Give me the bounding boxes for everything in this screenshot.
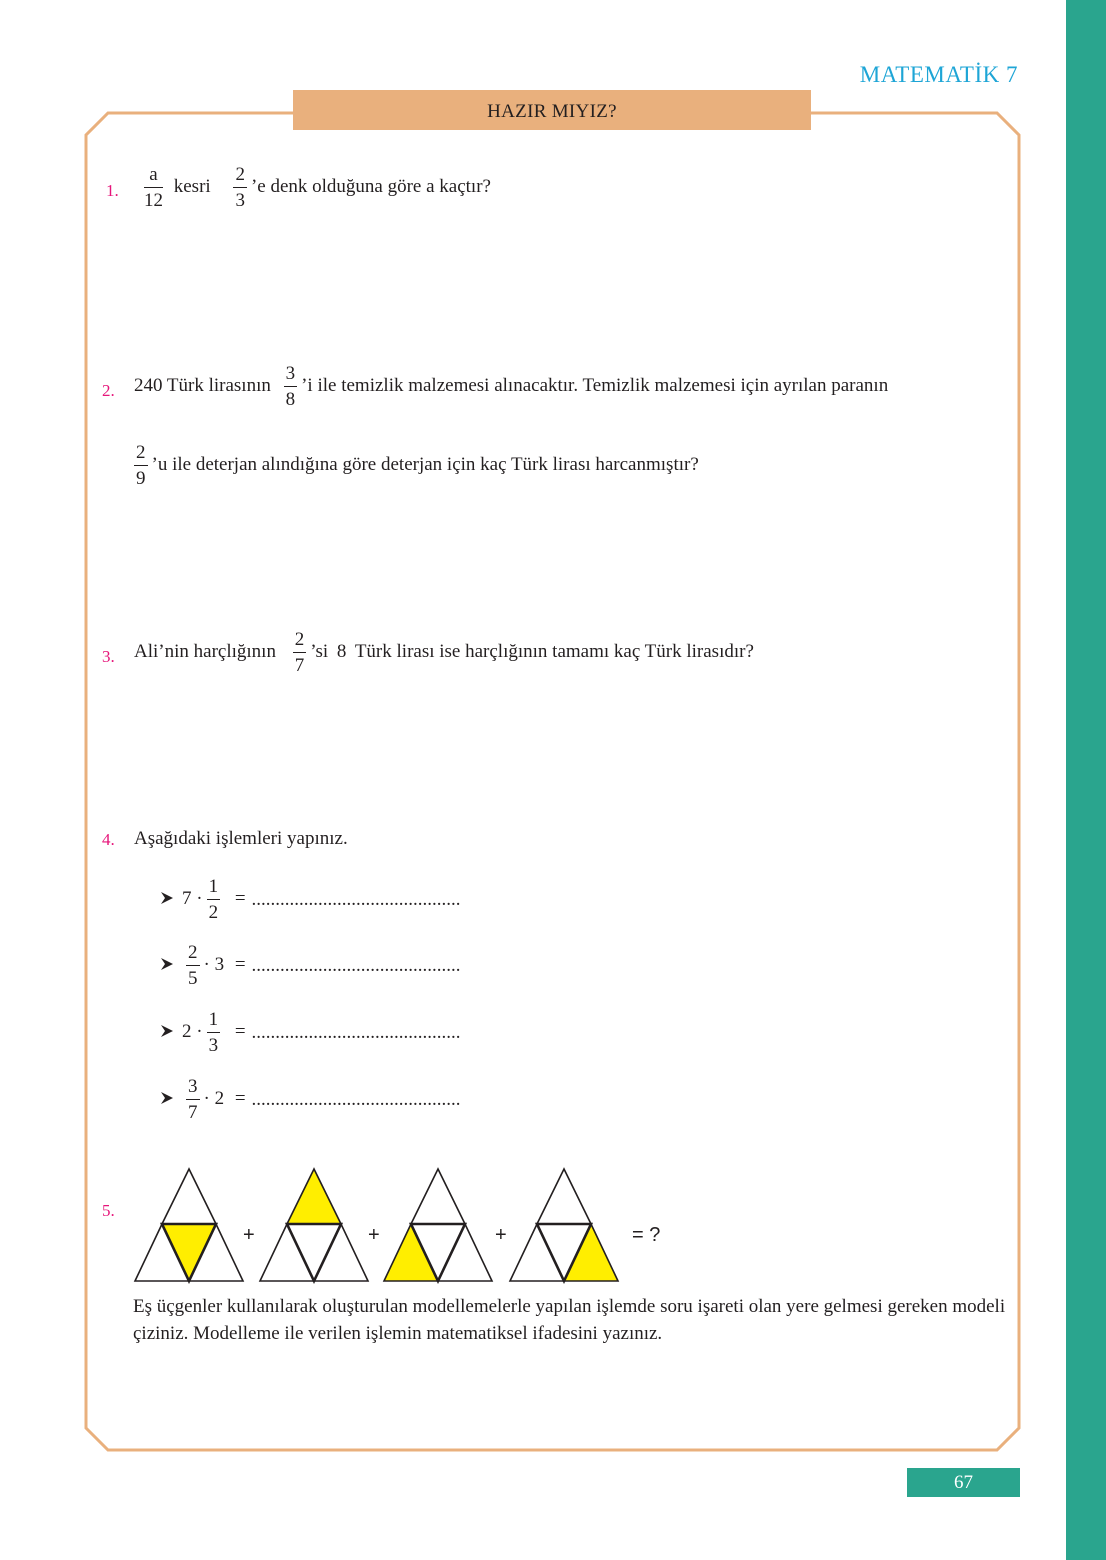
answer-blank[interactable]: ............................................ — [251, 1088, 461, 1110]
question-4-number: 4. — [102, 830, 115, 849]
question-text: ’i ile temizlik malzemesi alınacaktır. Temizlik malzemesi için ayrılan paranın — [301, 374, 889, 396]
denominator: 7 — [294, 655, 305, 676]
question-text: ’e denk olduğuna göre a kaçtır? — [250, 175, 491, 197]
plus-sign: + — [243, 1224, 255, 1246]
operation-1 — [160, 877, 461, 922]
question-1-number: 1. — [106, 181, 119, 200]
numerator: 3 — [284, 364, 298, 387]
arrowhead-icon — [160, 1022, 174, 1044]
triangle-piece-top — [537, 1169, 591, 1224]
operation-2 — [160, 943, 461, 988]
operand-right: · 3 — [203, 953, 225, 975]
triangle-model-1 — [131, 1166, 247, 1284]
answer-blank[interactable]: ............................................ — [251, 1021, 461, 1043]
equals-sign: = — [234, 887, 246, 909]
amount-value: 8 — [336, 640, 347, 662]
plus-sign: + — [495, 1224, 507, 1246]
denominator: 3 — [208, 1035, 219, 1056]
denominator: 3 — [235, 190, 245, 211]
equals-question: = ? — [632, 1224, 661, 1246]
numerator: 1 — [207, 1010, 221, 1033]
question-text: Ali’nin harçlığının — [134, 640, 276, 662]
numerator: 2 — [186, 943, 200, 966]
plus-sign: + — [368, 1224, 380, 1246]
fraction — [134, 443, 148, 488]
question-2-line-1 — [134, 364, 888, 409]
section-banner: HAZIR MIYIZ? — [293, 90, 811, 130]
question-5-text: Eş üçgenler kullanılarak oluşturulan modellemelerle yapılan işlemde soru işareti olan yere gelmesi gereken modeli çiziniz. Modelleme ile verilen işlemin matematiksel ifadesini yazınız. — [133, 1296, 1006, 1344]
operation-4 — [160, 1077, 461, 1122]
triangle-model-2 — [256, 1166, 372, 1284]
question-3-number: 3. — [102, 647, 115, 666]
denominator: 12 — [144, 190, 163, 211]
side-color-bar — [1066, 0, 1106, 1560]
denominator: 5 — [188, 968, 198, 989]
fraction — [207, 1010, 221, 1055]
question-text: 240 Türk lirasının — [134, 374, 271, 396]
page-number: 67 — [907, 1468, 1020, 1497]
fraction — [284, 364, 298, 409]
numerator: 2 — [134, 443, 148, 466]
fraction — [293, 630, 307, 675]
triangle-piece-top — [162, 1169, 216, 1224]
triangle-piece-top — [287, 1169, 341, 1224]
question-text: Türk lirası ise harçlığının tamamı kaç Türk lirasıdır? — [354, 640, 754, 662]
numerator: 1 — [207, 877, 221, 900]
denominator: 2 — [208, 902, 219, 923]
numerator: 2 — [293, 630, 307, 653]
fraction — [207, 877, 221, 922]
equals-sign: = — [234, 1087, 246, 1109]
arrowhead-icon — [160, 889, 174, 911]
question-5-number: 5. — [102, 1201, 115, 1220]
numerator: 3 — [186, 1077, 200, 1100]
fraction — [186, 943, 200, 988]
fraction — [186, 1077, 200, 1122]
numerator: a — [144, 165, 163, 188]
fraction — [233, 165, 247, 210]
operand-right: · 2 — [203, 1087, 225, 1109]
equals-sign: = — [234, 953, 246, 975]
operand-left: 2 · — [182, 1020, 203, 1042]
operation-3 — [160, 1010, 461, 1055]
question-text: ’u ile deterjan alındığına göre deterjan için kaç Türk lirası harcanmıştır? — [151, 453, 699, 475]
operand-left: 7 · — [182, 887, 203, 909]
fraction — [144, 165, 163, 210]
question-text: kesri — [173, 175, 211, 197]
triangle-model-3 — [380, 1166, 496, 1284]
question-2-number: 2. — [102, 381, 115, 400]
triangle-piece-top — [411, 1169, 465, 1224]
triangle-model-4 — [506, 1166, 622, 1284]
equals-sign: = — [234, 1020, 246, 1042]
answer-blank[interactable]: ............................................ — [251, 888, 461, 910]
arrowhead-icon — [160, 1089, 174, 1111]
answer-blank[interactable]: ............................................ — [251, 954, 461, 976]
denominator: 7 — [188, 1102, 198, 1123]
numerator: 2 — [233, 165, 247, 188]
book-title: MATEMATİK 7 — [859, 62, 1018, 87]
denominator: 9 — [136, 468, 146, 489]
question-text: ’si — [310, 640, 329, 662]
question-3 — [134, 630, 754, 675]
question-2-line-2 — [134, 443, 699, 488]
question-1 — [140, 165, 491, 210]
arrowhead-icon — [160, 955, 174, 977]
question-4-instruction: Aşağıdaki işlemleri yapınız. — [134, 828, 348, 849]
denominator: 8 — [285, 389, 296, 410]
